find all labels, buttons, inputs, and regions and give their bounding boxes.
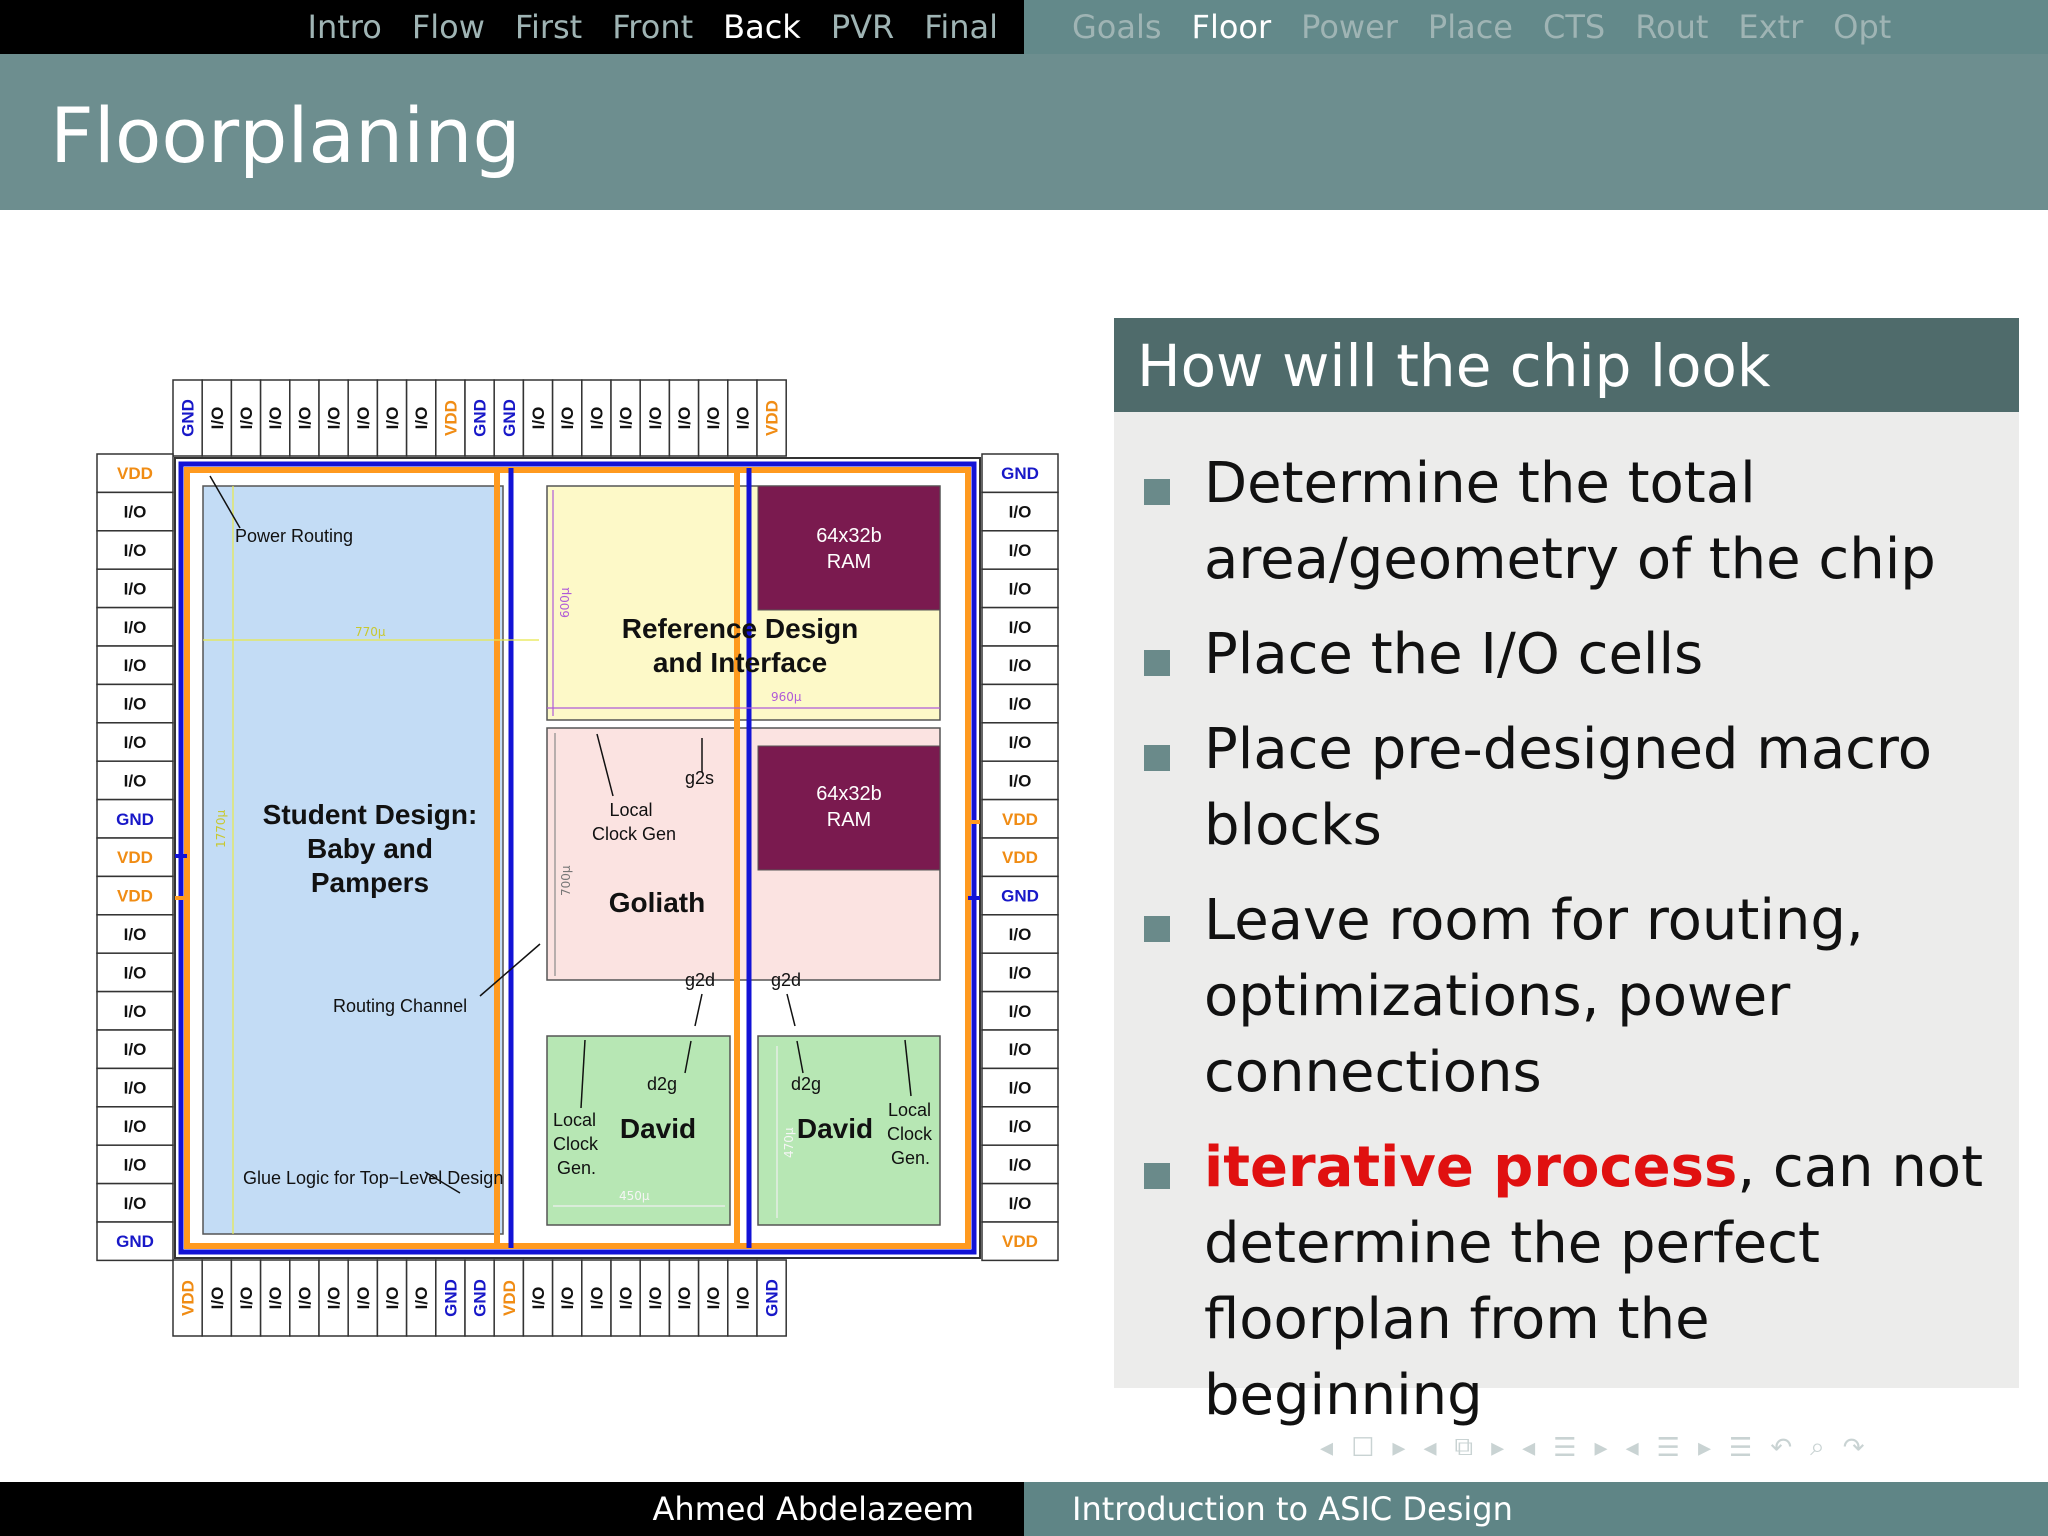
david-label-right: David [796, 1113, 874, 1144]
nav-subsection-extr[interactable]: Extr [1738, 8, 1804, 46]
prev-subsection-icon[interactable]: ◂ [1423, 1432, 1437, 1463]
io-pad-label: I/O [123, 1193, 147, 1213]
bullet-list [1204, 446, 2004, 1453]
io-pad-label: I/O [207, 1286, 227, 1310]
io-pad-label: GND [470, 399, 490, 437]
io-pad-label: I/O [383, 406, 402, 430]
io-pad-label: I/O [1008, 1117, 1032, 1136]
section-icon[interactable]: ☰ [1553, 1432, 1577, 1463]
glue-logic-label: Glue Logic for Top−Level Design [243, 1168, 504, 1188]
g2s-label: g2s [685, 768, 715, 788]
appendix-icon[interactable]: ☰ [1729, 1432, 1753, 1463]
nav-section-final[interactable]: Final [924, 8, 998, 46]
goliath-label: Goliath [608, 887, 706, 918]
io-pad-label: I/O [616, 1286, 636, 1310]
io-pad-label: GND [178, 399, 198, 437]
io-pad-label: I/O [1008, 694, 1032, 714]
io-pad-label: I/O [616, 406, 636, 430]
io-pad-label: I/O [123, 694, 147, 714]
io-pad-label: I/O [123, 963, 147, 983]
power-routing-label: Power Routing [235, 526, 354, 546]
section-nav [308, 0, 998, 54]
io-pad-label: I/O [295, 406, 315, 430]
footer [0, 1482, 2048, 1536]
io-pad-label: I/O [1008, 1001, 1032, 1021]
io-pad-label: I/O [123, 1040, 147, 1060]
nav-section-flow[interactable]: Flow [411, 8, 485, 46]
io-pad-label: I/O [733, 406, 753, 430]
io-pad-label: GND [470, 1279, 490, 1317]
dim-600: 600µ [558, 587, 572, 618]
top-navigation [0, 0, 2048, 54]
local-clock-gen-left-2: Clock [553, 1134, 599, 1154]
io-pad-label: I/O [675, 406, 694, 430]
nav-subsection-rout[interactable]: Rout [1635, 8, 1709, 46]
bullet-text: Place pre-designed macro blocks [1204, 717, 1932, 858]
io-pad-label: GND [1001, 464, 1039, 484]
io-pad-label: I/O [353, 1286, 373, 1310]
bullet-item [1204, 446, 2004, 598]
io-pad-label: I/O [123, 1001, 147, 1021]
io-pad-label: I/O [1008, 579, 1032, 599]
io-pad-label: VDD [1002, 848, 1038, 868]
io-pad-label: I/O [123, 771, 147, 791]
title-bar [0, 54, 2048, 210]
next-document-icon[interactable]: ▸ [1697, 1432, 1712, 1463]
reference-design-title: Reference Design [621, 613, 859, 644]
footer-left [0, 1482, 1024, 1536]
io-pad-label: I/O [123, 1078, 147, 1098]
nav-subsection-goals[interactable]: Goals [1072, 8, 1162, 46]
bullet-item [1204, 617, 2004, 693]
dim-700: 700µ [559, 865, 573, 896]
prev-section-icon[interactable]: ◂ [1522, 1432, 1536, 1463]
io-pad-label: I/O [1008, 733, 1032, 752]
nav-section-pvr[interactable]: PVR [830, 8, 895, 46]
io-pad-label: I/O [123, 1155, 147, 1175]
io-pad-label: I/O [1008, 963, 1032, 983]
io-pad-label: I/O [324, 1286, 344, 1310]
io-pad-label: VDD [1002, 1232, 1038, 1252]
back-icon[interactable]: ↶ [1770, 1432, 1793, 1463]
io-pad-label: I/O [266, 1286, 286, 1310]
io-pad-label: I/O [123, 1117, 147, 1136]
bullet-marker [1144, 479, 1170, 505]
dim-450: 450µ [619, 1189, 650, 1203]
dim-960: 960µ [771, 690, 802, 704]
bullet-item [1204, 883, 2004, 1111]
nav-section-intro[interactable]: Intro [307, 8, 382, 46]
io-pad-label: I/O [207, 406, 227, 430]
student-design-subtitle-2: Pampers [310, 867, 430, 898]
bullet-text: Determine the total area/geometry of the chip [1204, 451, 1936, 592]
block-title-bar [1114, 318, 2019, 412]
local-clock-gen-label-1: Local [609, 800, 653, 820]
io-pad-label: I/O [412, 1286, 432, 1310]
io-pad-label: VDD [117, 464, 153, 484]
ram-top-label: RAM [826, 551, 872, 573]
io-pad-label: GND [116, 1232, 154, 1252]
io-pad-label: I/O [237, 1286, 256, 1310]
search-icon[interactable]: ⌕ [1810, 1432, 1825, 1462]
d2g-label-right: d2g [791, 1074, 822, 1094]
beamer-navigation [1320, 1432, 1864, 1463]
io-pad-label: VDD [499, 1280, 519, 1316]
io-pad-label: I/O [587, 1286, 607, 1310]
io-pad-label: VDD [117, 886, 153, 906]
io-pad-label: I/O [529, 406, 548, 430]
local-clock-gen-right-1: Local [888, 1100, 932, 1120]
io-pad-label: I/O [529, 1286, 548, 1310]
nav-section-first[interactable]: First [514, 8, 583, 46]
page-title: Floorplaning [50, 91, 521, 180]
nav-section-front[interactable]: Front [612, 8, 694, 46]
d2g-label-left: d2g [647, 1074, 678, 1094]
io-pad-label: I/O [237, 406, 256, 430]
next-section-icon[interactable]: ▸ [1594, 1432, 1608, 1463]
nav-subsection-power[interactable]: Power [1301, 8, 1398, 46]
io-pad-label: I/O [295, 1286, 315, 1310]
bullet-text: Leave room for routing, optimizations, power connections [1204, 888, 1864, 1105]
prev-document-icon[interactable]: ◂ [1625, 1432, 1639, 1463]
io-pad-label: I/O [123, 925, 147, 944]
io-pad-label: I/O [704, 406, 724, 430]
dim-770: 770µ [355, 625, 386, 639]
io-pad-label: GND [441, 1279, 461, 1317]
io-pad-label: I/O [1008, 771, 1032, 791]
local-clock-gen-left-1: Local [553, 1110, 597, 1130]
document-icon[interactable]: ☰ [1656, 1432, 1680, 1463]
bullet-item [1204, 712, 2004, 864]
nav-section-back[interactable]: Back [723, 8, 801, 46]
subsection-nav [1072, 0, 1891, 54]
io-pad-label: I/O [123, 656, 147, 676]
bullet-item [1204, 1130, 2004, 1434]
io-pad-label: I/O [675, 1286, 694, 1310]
local-clock-gen-left-3: Gen. [557, 1158, 597, 1178]
io-pad-label: VDD [441, 400, 461, 436]
bullet-marker [1144, 916, 1170, 942]
bullet-marker [1144, 745, 1170, 771]
local-clock-gen-label-2: Clock Gen [591, 824, 677, 844]
io-pad-label: I/O [123, 733, 147, 752]
io-pad-label: I/O [1008, 1040, 1032, 1060]
footer-author: Ahmed Abdelazeem [652, 1490, 974, 1528]
io-pad-label: I/O [1008, 1193, 1032, 1213]
io-pad-label: I/O [645, 406, 665, 430]
local-clock-gen-right-2: Clock [887, 1124, 933, 1144]
reference-design-subtitle: and Interface [652, 647, 828, 678]
dim-470: 470µ [782, 1127, 796, 1158]
io-pad-label: I/O [1008, 541, 1032, 560]
content-block [1114, 318, 2019, 1428]
io-pad-label: I/O [324, 406, 344, 430]
subsection-icon[interactable]: ⧉ [1454, 1432, 1474, 1462]
floorplan-diagram [95, 378, 1060, 1338]
routing-channel-label: Routing Channel [333, 996, 468, 1016]
io-pad-label: I/O [123, 541, 147, 560]
footer-course: Introduction to ASIC Design [1072, 1490, 1513, 1528]
ram-block-middle [758, 746, 940, 870]
io-pad-label: I/O [1008, 656, 1032, 676]
bullet-text: Place the I/O cells [1204, 622, 1704, 687]
bullet-highlight: iterative process [1204, 1135, 1738, 1200]
io-pad-label: I/O [1008, 1155, 1032, 1175]
io-pad-label: VDD [117, 848, 153, 868]
next-frame-icon[interactable]: ▸ [1392, 1432, 1406, 1463]
nav-subsection-cts[interactable]: CTS [1542, 8, 1606, 46]
io-pad-label: I/O [558, 406, 578, 430]
student-design-title: Student Design: [262, 799, 478, 830]
io-pad-label: I/O [1008, 1078, 1032, 1098]
io-pad-label: I/O [353, 406, 373, 430]
io-pad-label: I/O [123, 579, 147, 599]
io-pad-label: GND [1001, 886, 1039, 906]
io-pad-label: I/O [645, 1286, 665, 1310]
nav-subsection-floor[interactable]: Floor [1191, 8, 1272, 46]
ram-middle-size: 64x32b [816, 783, 882, 805]
io-pad-label: I/O [1008, 502, 1032, 522]
dim-1770: 1770µ [214, 809, 228, 848]
forward-icon[interactable]: ↷ [1842, 1432, 1865, 1463]
io-pad-label: I/O [704, 1286, 724, 1310]
io-pad-label: I/O [1008, 617, 1032, 637]
prev-frame-icon[interactable]: ◂ [1320, 1432, 1334, 1463]
g2d-label-left: g2d [685, 970, 716, 990]
io-pad-label: I/O [266, 406, 286, 430]
frame-icon[interactable]: ☐ [1351, 1432, 1375, 1463]
io-pad-label: I/O [123, 502, 147, 522]
io-pad-label: VDD [762, 400, 782, 436]
io-pad-label: I/O [558, 1286, 578, 1310]
footer-right [1024, 1482, 2048, 1536]
io-pad-label: VDD [178, 1280, 198, 1316]
ram-block-top [758, 486, 940, 610]
bullet-marker [1144, 1163, 1170, 1189]
ram-top-size: 64x32b [816, 525, 882, 547]
g2d-label-right: g2d [771, 970, 802, 990]
local-clock-gen-right-3: Gen. [891, 1148, 931, 1168]
io-pad-label: I/O [1008, 925, 1032, 944]
nav-subsection-place[interactable]: Place [1427, 8, 1513, 46]
bullet-marker [1144, 650, 1170, 676]
io-pad-label: I/O [123, 617, 147, 637]
io-pad-label: GND [116, 809, 154, 829]
david-label-left: David [619, 1113, 697, 1144]
next-subsection-icon[interactable]: ▸ [1491, 1432, 1505, 1463]
io-pad-label: GND [762, 1279, 782, 1317]
io-pad-label: GND [499, 399, 519, 437]
io-pad-label: VDD [1002, 809, 1038, 829]
io-pad-label: I/O [412, 406, 432, 430]
io-pad-label: I/O [383, 1286, 402, 1310]
io-pad-label: I/O [587, 406, 607, 430]
ram-middle-label: RAM [826, 809, 872, 831]
block-title: How will the chip look [1137, 332, 1771, 400]
io-pad-label: I/O [733, 1286, 753, 1310]
nav-subsection-opt[interactable]: Opt [1833, 8, 1892, 46]
student-design-subtitle-1: Baby and [306, 833, 434, 864]
bullet-text: , can not determine the perfect floorplan from the beginning [1204, 1135, 1984, 1428]
